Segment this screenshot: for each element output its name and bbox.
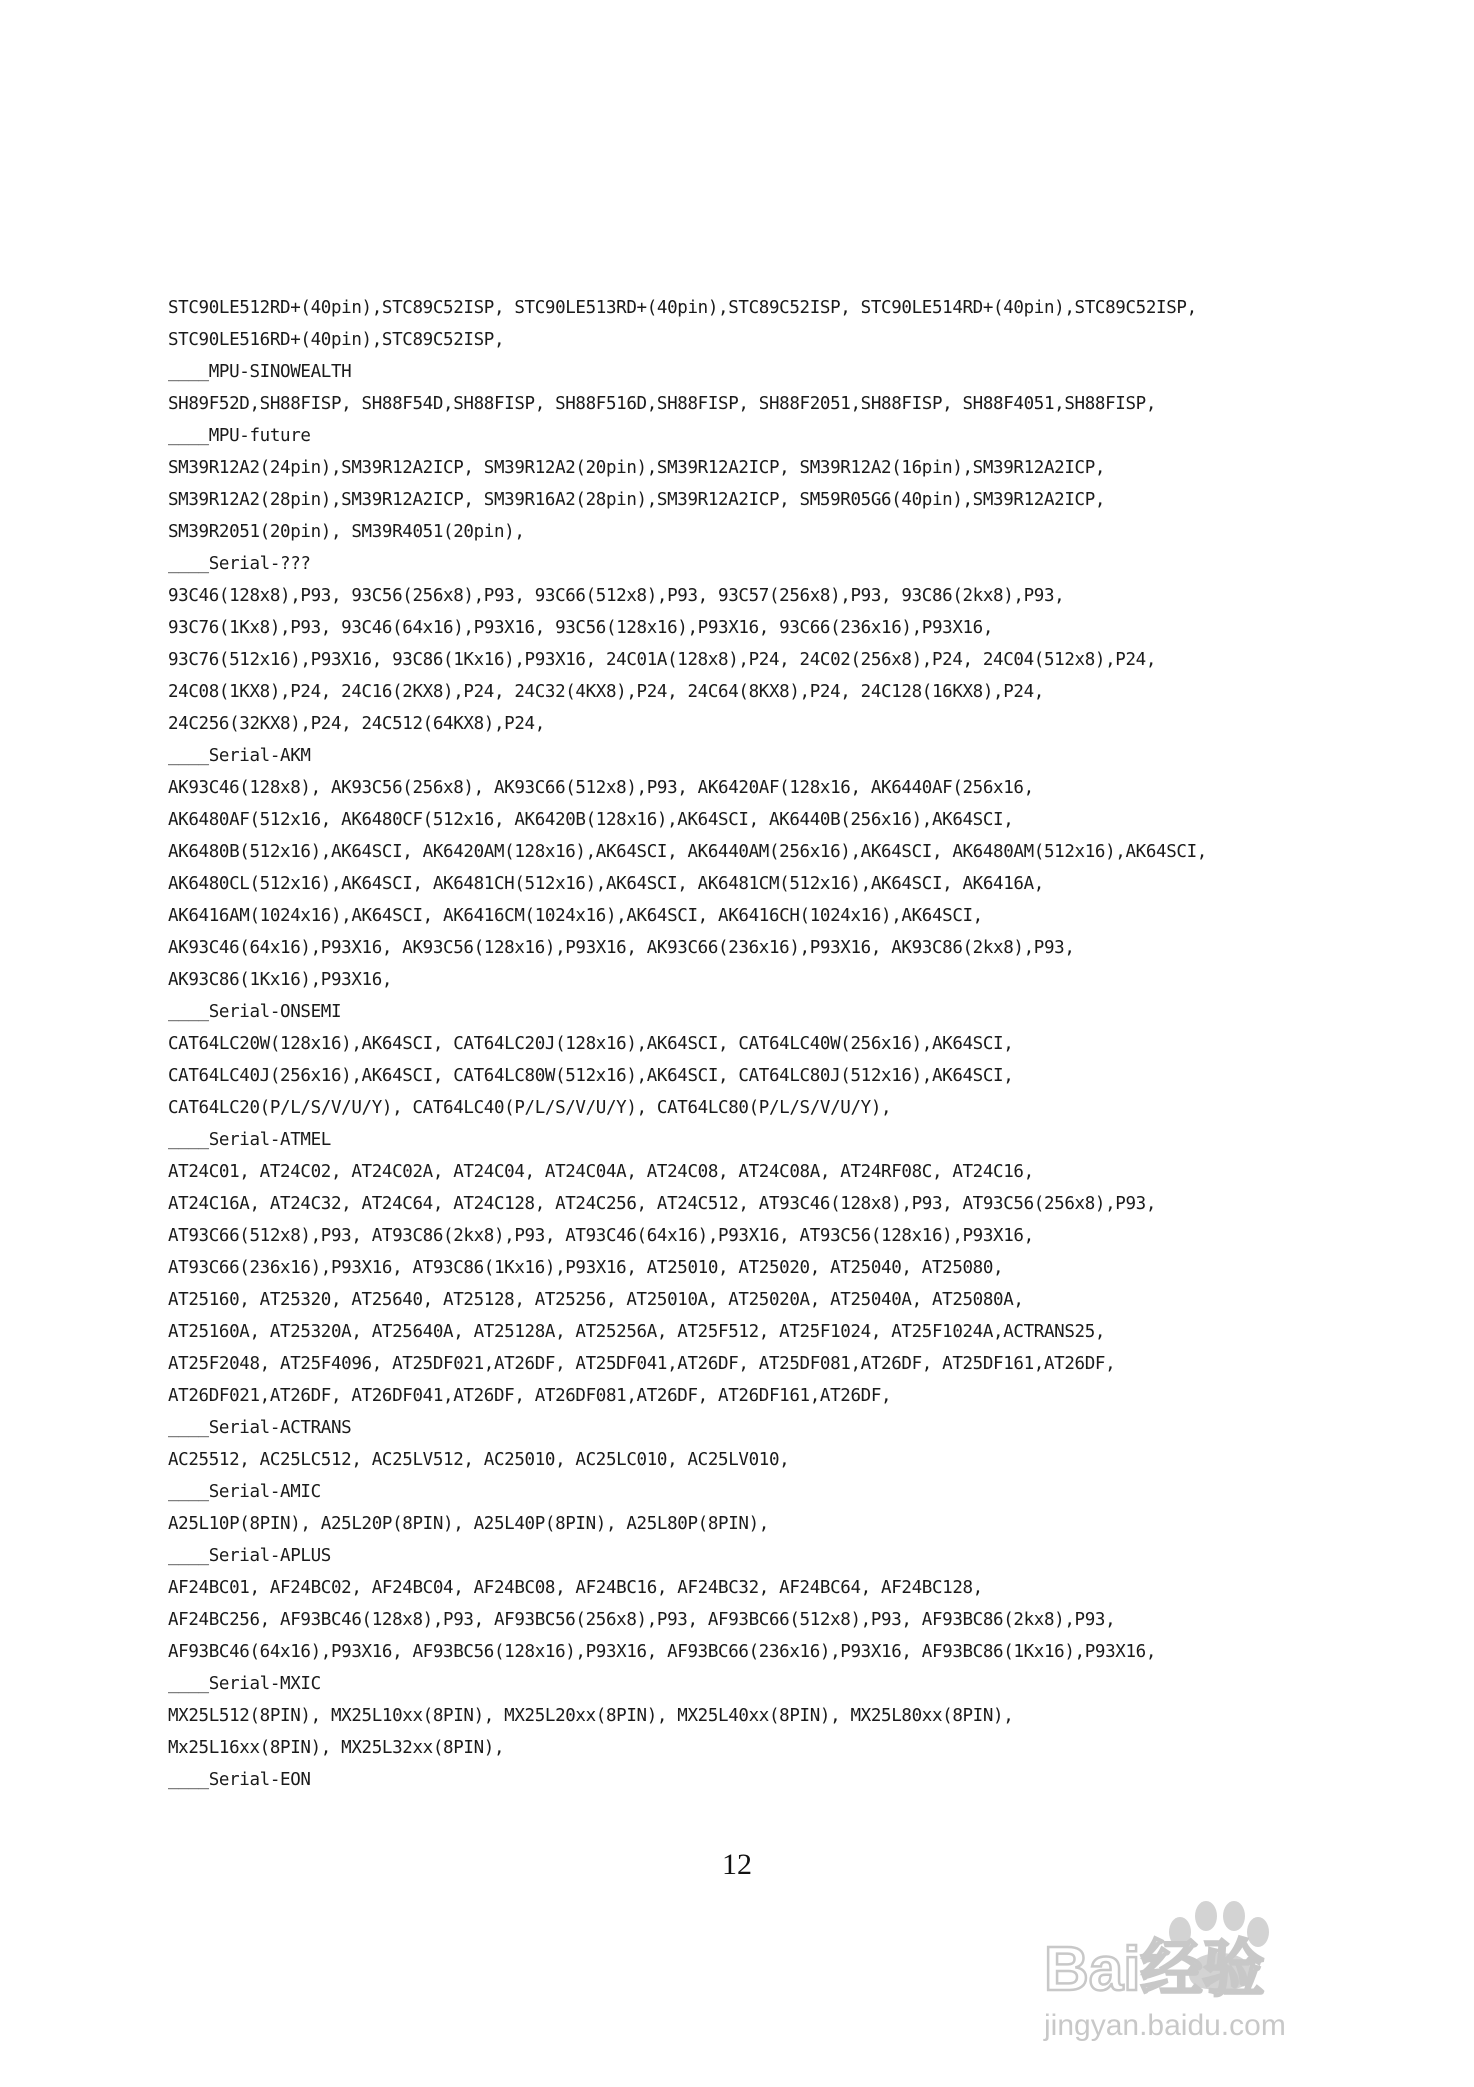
text-line: 24C256(32KX8),P24, 24C512(64KX8),P24, xyxy=(168,714,545,734)
text-line: AT25160, AT25320, AT25640, AT25128, AT25256, AT25010A, AT25020A, AT25040A, AT25080A, xyxy=(168,1290,1024,1310)
text-line: AF24BC01, AF24BC02, AF24BC04, AF24BC08, AF24BC16, AF24BC32, AF24BC64, AF24BC128, xyxy=(168,1578,983,1598)
text-line: AK93C86(1Kx16),P93X16, xyxy=(168,970,393,990)
text-line: AK93C46(128x8), AK93C56(256x8), AK93C66(512x8),P93, AK6420AF(128x16, AK6440AF(256x16, xyxy=(168,778,1034,798)
section-heading: ____Serial-MXIC xyxy=(168,1674,321,1694)
text-line: AK6480CL(512x16),AK64SCI, AK6481CH(512x16),AK64SCI, AK6481CM(512x16),AK64SCI, AK6416A, xyxy=(168,874,1044,894)
text-line: AF24BC256, AF93BC46(128x8),P93, AF93BC56(256x8),P93, AF93BC66(512x8),P93, AF93BC86(2kx8),P93, xyxy=(168,1610,1116,1630)
baidu-jingyan-watermark xyxy=(1030,1880,1430,2050)
text-line: AC25512, AC25LC512, AC25LV512, AC25010, AC25LC010, AC25LV010, xyxy=(168,1450,790,1470)
text-line: CAT64LC20(P/L/S/V/U/Y), CAT64LC40(P/L/S/V/U/Y), CAT64LC80(P/L/S/V/U/Y), xyxy=(168,1098,892,1118)
text-line: Mx25L16xx(8PIN), MX25L32xx(8PIN), xyxy=(168,1738,505,1758)
section-heading: ____MPU-SINOWEALTH xyxy=(168,362,352,382)
text-line: CAT64LC20W(128x16),AK64SCI, CAT64LC20J(128x16),AK64SCI, CAT64LC40W(256x16),AK64SCI, xyxy=(168,1034,1014,1054)
text-line: SM39R2051(20pin), SM39R4051(20pin), xyxy=(168,522,525,542)
section-heading: ____Serial-AMIC xyxy=(168,1482,321,1502)
section-heading: ____Serial-APLUS xyxy=(168,1546,331,1566)
section-heading: ____Serial-EON xyxy=(168,1770,311,1790)
section-heading: ____MPU-future xyxy=(168,426,311,446)
page-number: 12 xyxy=(722,1848,752,1881)
text-line: 93C46(128x8),P93, 93C56(256x8),P93, 93C66(512x8),P93, 93C57(256x8),P93, 93C86(2kx8),P93, xyxy=(168,586,1065,606)
text-line: STC90LE516RD+(40pin),STC89C52ISP, xyxy=(168,330,505,350)
section-heading: ____Serial-ONSEMI xyxy=(168,1002,342,1022)
section-heading: ____Serial-ATMEL xyxy=(168,1130,331,1150)
section-heading: ____Serial-AKM xyxy=(168,746,311,766)
text-line: A25L10P(8PIN), A25L20P(8PIN), A25L40P(8PIN), A25L80P(8PIN), xyxy=(168,1514,769,1534)
text-line: AK93C46(64x16),P93X16, AK93C56(128x16),P93X16, AK93C66(236x16),P93X16, AK93C86(2kx8),P93, xyxy=(168,938,1075,958)
text-line: STC90LE512RD+(40pin),STC89C52ISP, STC90LE513RD+(40pin),STC89C52ISP, STC90LE514RD+(40pin),STC89C52ISP, xyxy=(168,298,1197,318)
baidu-paw-logo-icon xyxy=(1030,1880,1430,2050)
text-line: CAT64LC40J(256x16),AK64SCI, CAT64LC80W(512x16),AK64SCI, CAT64LC80J(512x16),AK64SCI, xyxy=(168,1066,1014,1086)
text-line: AT93C66(512x8),P93, AT93C86(2kx8),P93, AT93C46(64x16),P93X16, AT93C56(128x16),P93X16, xyxy=(168,1226,1034,1246)
text-line: AT24C01, AT24C02, AT24C02A, AT24C04, AT24C04A, AT24C08, AT24C08A, AT24RF08C, AT24C16, xyxy=(168,1162,1034,1182)
text-line: AF93BC46(64x16),P93X16, AF93BC56(128x16),P93X16, AF93BC66(236x16),P93X16, AF93BC86(1Kx16),P93X16, xyxy=(168,1642,1157,1662)
watermark-logo-text: Bai经验 xyxy=(1044,1935,1265,2004)
watermark-url-text: jingyan.baidu.com xyxy=(1044,2009,1286,2042)
section-heading: ____Serial-ACTRANS xyxy=(168,1418,352,1438)
text-line: 93C76(512x16),P93X16, 93C86(1Kx16),P93X16, 24C01A(128x8),P24, 24C02(256x8),P24, 24C04(512x8),P24, xyxy=(168,650,1157,670)
text-line: MX25L512(8PIN), MX25L10xx(8PIN), MX25L20xx(8PIN), MX25L40xx(8PIN), MX25L80xx(8PIN), xyxy=(168,1706,1014,1726)
text-line: SH89F52D,SH88FISP, SH88F54D,SH88FISP, SH88F516D,SH88FISP, SH88F2051,SH88FISP, SH88F4051,SH88FISP, xyxy=(168,394,1157,414)
text-line: 24C08(1KX8),P24, 24C16(2KX8),P24, 24C32(4KX8),P24, 24C64(8KX8),P24, 24C128(16KX8),P24, xyxy=(168,682,1044,702)
section-heading: ____Serial-??? xyxy=(168,554,311,574)
text-line: AT26DF021,AT26DF, AT26DF041,AT26DF, AT26DF081,AT26DF, AT26DF161,AT26DF, xyxy=(168,1386,892,1406)
text-line: AK6480B(512x16),AK64SCI, AK6420AM(128x16),AK64SCI, AK6440AM(256x16),AK64SCI, AK6480AM(512x16),AK64SCI, xyxy=(168,842,1207,862)
text-line: 93C76(1Kx8),P93, 93C46(64x16),P93X16, 93C56(128x16),P93X16, 93C66(236x16),P93X16, xyxy=(168,618,994,638)
text-line: AK6416AM(1024x16),AK64SCI, AK6416CM(1024x16),AK64SCI, AK6416CH(1024x16),AK64SCI, xyxy=(168,906,983,926)
text-line: SM39R12A2(24pin),SM39R12A2ICP, SM39R12A2(20pin),SM39R12A2ICP, SM39R12A2(16pin),SM39R12A2ICP, xyxy=(168,458,1106,478)
text-line: AT25160A, AT25320A, AT25640A, AT25128A, AT25256A, AT25F512, AT25F1024, AT25F1024A,ACTRANS25, xyxy=(168,1322,1106,1342)
text-line: SM39R12A2(28pin),SM39R12A2ICP, SM39R16A2(28pin),SM39R12A2ICP, SM59R05G6(40pin),SM39R12A2ICP, xyxy=(168,490,1106,510)
text-line: AT93C66(236x16),P93X16, AT93C86(1Kx16),P93X16, AT25010, AT25020, AT25040, AT25080, xyxy=(168,1258,1004,1278)
text-line: AT25F2048, AT25F4096, AT25DF021,AT26DF, AT25DF041,AT26DF, AT25DF081,AT26DF, AT25DF161,AT26DF, xyxy=(168,1354,1116,1374)
text-line: AK6480AF(512x16, AK6480CF(512x16, AK6420B(128x16),AK64SCI, AK6440B(256x16),AK64SCI, xyxy=(168,810,1014,830)
text-line: AT24C16A, AT24C32, AT24C64, AT24C128, AT24C256, AT24C512, AT93C46(128x8),P93, AT93C56(256x8),P93, xyxy=(168,1194,1157,1214)
device-list-body xyxy=(168,292,1348,1796)
